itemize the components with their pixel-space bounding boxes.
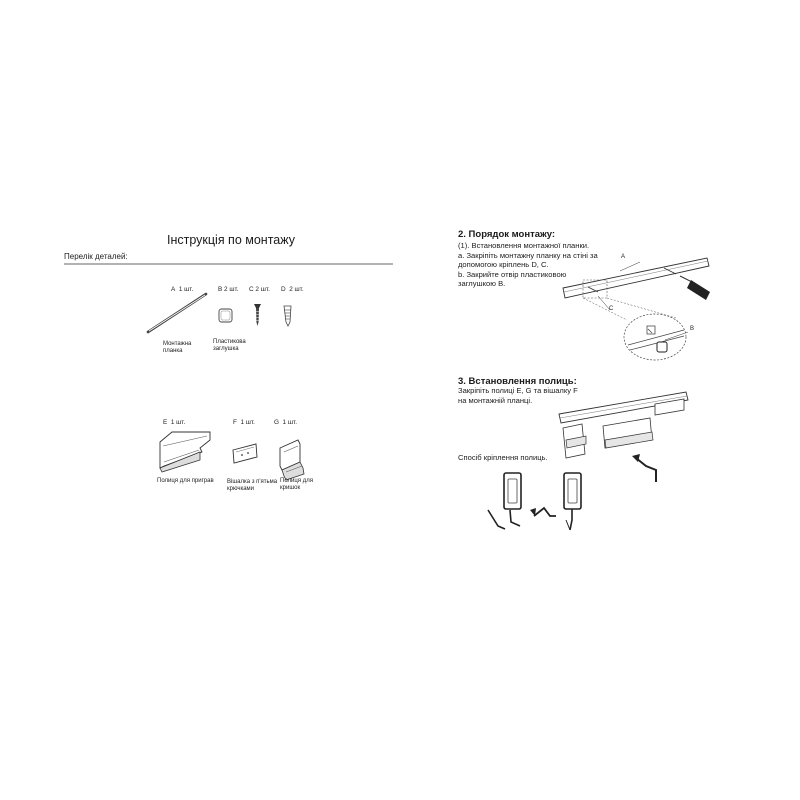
part-a-caption: Монтажна планка: [163, 341, 192, 355]
part-b-caption: Пластикова заглушка: [213, 339, 246, 353]
callout-c: C: [609, 306, 614, 312]
callout-a: A: [621, 254, 626, 260]
mounting-method-caption: Спосіб кріплення полиць.: [458, 453, 548, 462]
step2-title: 2. Порядок монтажу:: [458, 229, 556, 240]
part-b-label: B 2 шт.: [218, 286, 239, 293]
part-f-caption: Вішалка з п'ятьма крючками: [227, 479, 278, 493]
callout-b: B: [690, 326, 695, 332]
page-title: Інструкція по монтажу: [167, 233, 295, 247]
part-a-label: A 1 шт.: [171, 286, 194, 293]
step3-text: Закріпіть полиці E, G та вішалку F на монтажній планці.: [458, 386, 578, 405]
step3-title: 3. Встановлення полиць:: [458, 376, 577, 387]
part-g-caption: Полиця для кришок: [280, 478, 313, 492]
part-d-label: D 2 шт.: [281, 286, 304, 293]
part-g-label: G 1 шт.: [274, 419, 297, 426]
part-e-label: E 1 шт.: [163, 419, 186, 426]
parts-header: Перелік деталей:: [64, 252, 128, 261]
part-f-label: F 1 шт.: [233, 419, 255, 426]
part-c-label: C 2 шт.: [249, 286, 270, 293]
step2-text: (1). Встановлення монтажної планки. a. Закріпіть монтажну планку на стіні за допомогою кріплень D, C. b. Закрийте отвір пластиковою заглушкою B.: [458, 241, 598, 289]
part-e-caption: Полиця для приграв: [157, 478, 214, 484]
